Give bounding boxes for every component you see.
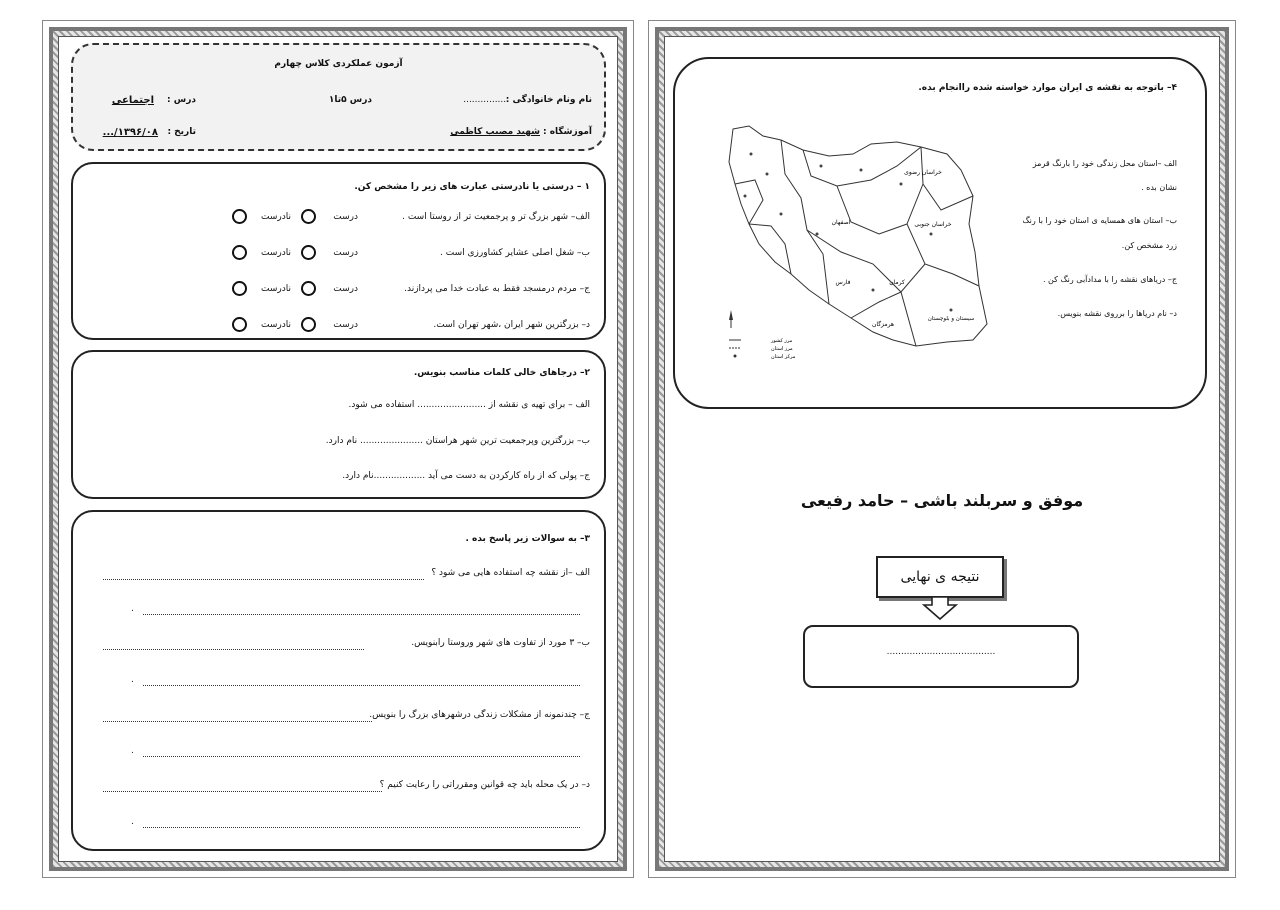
subject-value: اجتماعی — [111, 95, 154, 106]
answer-line[interactable] — [103, 721, 372, 722]
map-label: اصفهان — [831, 219, 851, 226]
question-4-title: ۴– باتوجه به نقشه ی ایران موارد خواسته شده راانجام بده. — [918, 83, 1177, 93]
exam-title: آزمون عملکردی کلاس چهارم — [274, 59, 403, 69]
answer-dot: . — [131, 675, 134, 685]
false-label: نادرست — [261, 212, 291, 222]
q1-item: د– بزرگترین شهر ایران ،شهر تهران است. — [433, 320, 590, 330]
q2-item[interactable]: ب– بزرگترین وپرجمعیت ترین شهر هراستان ...................... نام دارد. — [325, 436, 590, 446]
exam-page-left — [42, 20, 634, 878]
true-radio[interactable] — [301, 245, 316, 260]
q1-item: ب– شغل اصلی عشایر کشاورزی است . — [440, 248, 590, 258]
q4-item: نشان بده . — [1141, 183, 1177, 192]
true-label: درست — [333, 284, 358, 294]
true-radio[interactable] — [301, 209, 316, 224]
q1-item: الف– شهر بزرگ تر و پرجمعیت تر از روستا است . — [402, 212, 590, 222]
question-4 — [673, 57, 1207, 409]
answer-line[interactable] — [143, 756, 580, 757]
map-label: کرمان — [889, 279, 905, 286]
exam-header — [71, 43, 606, 151]
q2-item[interactable]: الف – برای تهیه ی نقشه از ........................ استفاده می شود. — [348, 400, 590, 410]
question-2-title: ۲– درجاهای خالی کلمات مناسب بنویس. — [413, 368, 590, 378]
class-label: درس ۵تا۱ — [328, 95, 372, 105]
question-1 — [71, 162, 606, 340]
final-result-value[interactable]: ...................................... — [886, 647, 996, 657]
question-3 — [71, 510, 606, 851]
map-label: فارس — [835, 279, 851, 286]
answer-line[interactable] — [143, 614, 580, 615]
name-value[interactable]: ................ — [463, 95, 509, 105]
legend-label: مرز کشور — [771, 338, 793, 344]
question-3-title: ۳– به سوالات زیر پاسخ بده . — [465, 534, 590, 544]
map-legend — [729, 338, 796, 360]
school-value: شهید مصیب کاظمی — [450, 127, 540, 137]
true-label: درست — [333, 248, 358, 258]
false-label: نادرست — [261, 320, 291, 330]
map-label: سیستان و بلوچستان — [927, 316, 975, 322]
answer-dot: . — [131, 746, 134, 756]
q4-item: الف –استان محل زندگی خود را بارنگ قرمز — [1032, 159, 1177, 168]
q4-item: د– نام دریاها را برروی نقشه بنویس. — [1057, 309, 1177, 318]
false-radio[interactable] — [232, 245, 247, 260]
date-value: ۱۳۹۶/۰۸/... — [102, 127, 158, 138]
closing-wish: موفق و سربلند باشی – حامد رفیعی — [800, 491, 1084, 510]
true-label: درست — [333, 320, 358, 330]
false-radio[interactable] — [232, 281, 247, 296]
true-radio[interactable] — [301, 317, 316, 332]
answer-dot: . — [131, 817, 134, 827]
answer-line[interactable] — [143, 685, 580, 686]
final-result-box[interactable] — [803, 625, 1079, 688]
exam-page-right — [648, 20, 1236, 878]
answer-line[interactable] — [143, 827, 580, 828]
final-result-label — [876, 556, 1004, 598]
false-label: نادرست — [261, 248, 291, 258]
q2-item[interactable]: ج– پولی که از راه کارکردن به دست می آید ..................نام دارد. — [342, 471, 590, 481]
question-2 — [71, 350, 606, 499]
q3-item: الف –از نقشه چه استفاده هایی می شود ؟ — [431, 568, 590, 578]
q4-item: ج– دریاهای نقشه را با مدادآبی رنگ کن . — [1042, 275, 1177, 284]
true-radio[interactable] — [301, 281, 316, 296]
answer-line[interactable] — [103, 579, 424, 580]
date-label: تاریخ : — [167, 127, 196, 137]
legend-label: مرز استان — [771, 346, 793, 352]
answer-line[interactable] — [103, 649, 364, 650]
answer-line[interactable] — [103, 791, 382, 792]
final-result-text: نتیجه ی نهایی — [900, 569, 980, 585]
question-1-title: ۱ – درستی یا نادرستی عبارت های زیر را مشخص کن. — [354, 182, 590, 192]
q3-item: ج– چندنمونه از مشکلات زندگی درشهرهای بزرگ را بنویس. — [369, 710, 590, 720]
true-label: درست — [333, 212, 358, 222]
school-label: آموزشگاه : — [543, 127, 592, 137]
arrow-down-icon — [922, 597, 958, 621]
q1-item: ج– مردم درمسجد فقط به عبادت خدا می پردازند. — [404, 284, 590, 294]
q4-item: ب– استان های همسایه ی استان خود را با رنگ — [1022, 216, 1177, 225]
map-label: هرمزگان — [871, 321, 895, 328]
q4-item: زرد مشخص کن. — [1121, 241, 1177, 250]
legend-label: مرکز استان — [771, 354, 796, 360]
q3-item: ب– ۳ مورد از تفاوت های شهر وروستا رابنویس. — [411, 638, 590, 648]
map-label: خراسان رضوی — [904, 169, 942, 176]
map-label: خراسان جنوبی — [914, 221, 952, 228]
name-label: نام ونام خانوادگی : — [505, 95, 592, 105]
iran-map[interactable] — [711, 114, 993, 379]
false-radio[interactable] — [232, 209, 247, 224]
compass-icon — [729, 310, 733, 328]
q3-item: د– در یک محله باید چه قوانین ومقرراتی را رعایت کنیم ؟ — [379, 780, 590, 790]
subject-label: درس : — [167, 95, 196, 105]
false-label: نادرست — [261, 284, 291, 294]
false-radio[interactable] — [232, 317, 247, 332]
answer-dot: . — [131, 604, 134, 614]
